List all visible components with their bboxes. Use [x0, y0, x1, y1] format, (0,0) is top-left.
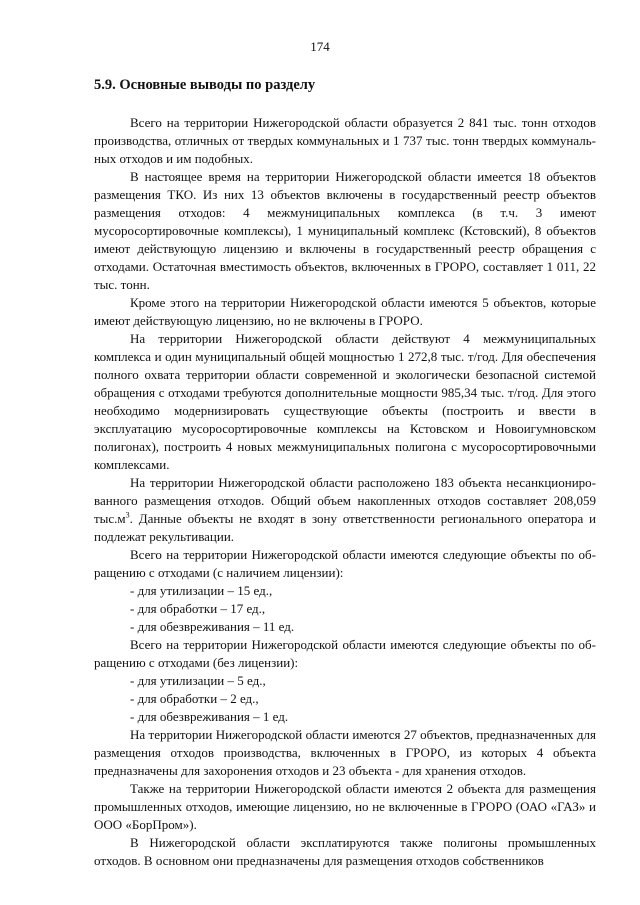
paragraph: В Нижегородской области эксплатируются также полигоны промышленных отходов. В основном они предназначены для размещения отходов собственников [94, 835, 596, 868]
superscript: 3 [125, 510, 130, 520]
paragraph: Всего на территории Нижегородской области имеются следующие объекты по об-ращению с отходами (с наличием лицензии): [94, 547, 596, 580]
paragraph: В настоящее время на территории Нижегородской области имеется 18 объектов размещения ТКО. Из них 13 объектов включены в государственный реестр объектов размещения отходов: 4 межмуниципальных комплекса (в т.ч. 3 имеют мусоросортировочные комплексы), 1 муниципальный комплекс (Кстовский), 8 объектов имеют действующую лицензию и включены в государственный реестр обращения с отходами. Остаточная вместимость объектов, включенных в ГРОРО, составляет 1 011, 22 тыс. тонн. [94, 169, 596, 292]
section-heading: 5.9. Основные выводы по разделу [94, 77, 316, 93]
document-body [94, 114, 596, 870]
list-item: - для утилизации – 15 ед., [130, 583, 273, 598]
list-item: - для обезвреживания – 11 ед. [130, 619, 295, 634]
paragraph-text: . Данные объекты не входят в зону ответственности регионального оператора и подлежат рекультивации. [94, 511, 596, 544]
paragraph: Также на территории Нижегородской области имеются 2 объекта для размещения промышленных отходов, имеющие лицензию, но не включенные в ГРОРО (ОАО «ГАЗ» и ООО «БорПром»). [94, 781, 596, 832]
paragraph [94, 474, 596, 546]
list-item: - для утилизации – 5 ед., [130, 673, 266, 688]
paragraph: Всего на территории Нижегородской области образуется 2 841 тыс. тонн отходов производства, отличных от твердых коммунальных и 1 737 тыс. тонн твердых коммуналь-ных отходов и им подобных. [94, 115, 596, 166]
paragraph: Кроме этого на территории Нижегородской области имеются 5 объектов, которые имеют действующую лицензию, но не включены в ГРОРО. [94, 295, 596, 328]
list-item: - для обработки – 17 ед., [130, 601, 266, 616]
list-item: - для обработки – 2 ед., [130, 691, 259, 706]
paragraph: Всего на территории Нижегородской области имеются следующие объекты по об-ращению с отходами (без лицензии): [94, 637, 596, 670]
paragraph-text: На территории Нижегородской области расположено 183 объекта несанкциониро-ванного размещения отходов. Общий объем накопленных отходов составляет 208,059 тыс.м [94, 475, 596, 526]
paragraph: На территории Нижегородской области имеются 27 объектов, предназначенных для размещения отходов производства, включенных в ГРОРО, из которых 4 объекта предназначены для захоронения отходов и 23 объекта - для хранения отходов. [94, 727, 596, 778]
list-item: - для обезвреживания – 1 ед. [130, 709, 289, 724]
paragraph: На территории Нижегородской области действуют 4 межмуниципальных комплекса и один муниципальный общей мощностью 1 272,8 тыс. т/год. Для обеспечения полного охвата территории области современной и экологически безопасной системой обращения с отходами требуются дополнительные мощности 985,34 тыс. т/год. Для этого необходимо модернизировать существующие объекты (построить и ввести в эксплуатацию мусоросортировочные комплексы на Кстовском и Новоигумновском полигонах), построить 4 новых межмуниципальных полигона с мусоросортировочными комплексами. [94, 331, 596, 472]
page-number: 174 [310, 39, 330, 54]
